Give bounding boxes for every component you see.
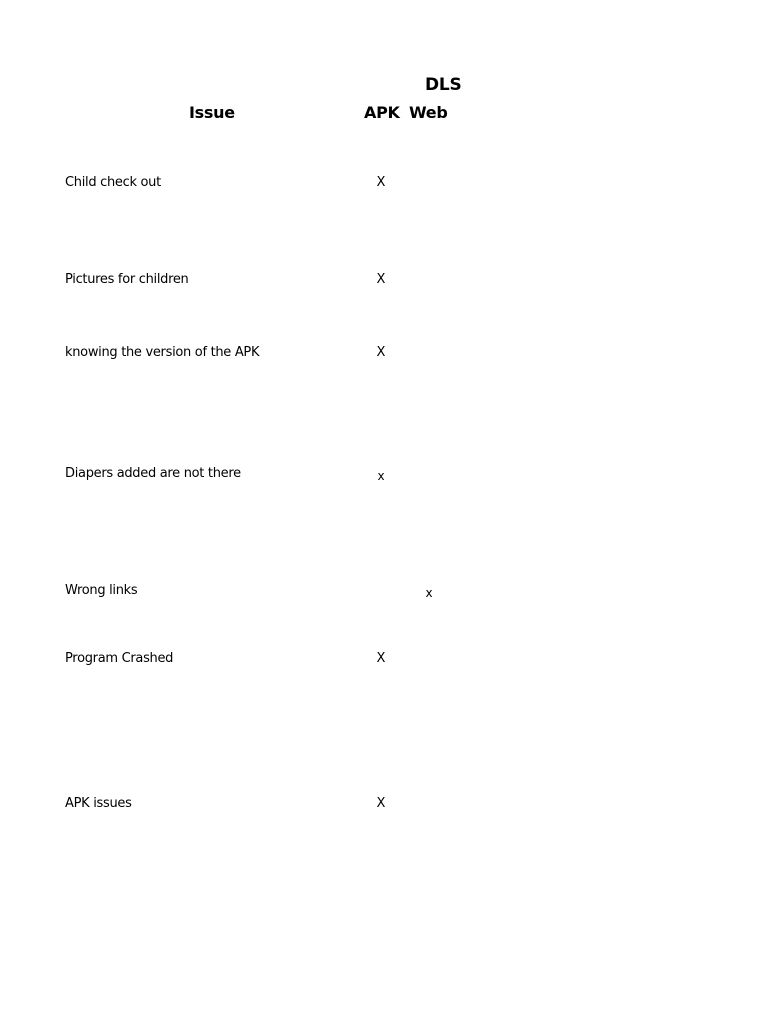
document-title: DLS [425, 75, 462, 95]
issue-cell: Diapers added are not there [65, 466, 241, 481]
web-mark: x [425, 586, 433, 600]
table-row [0, 793, 768, 815]
apk-mark: x [377, 469, 385, 483]
column-header-apk: APK [364, 103, 400, 122]
apk-mark: X [376, 175, 386, 190]
apk-mark: X [376, 651, 386, 666]
column-header-web: Web [409, 103, 448, 122]
issue-cell: Child check out [65, 175, 161, 190]
table-row [0, 463, 768, 485]
issue-cell: Program Crashed [65, 651, 174, 666]
issue-cell: Pictures for children [65, 272, 189, 287]
issue-cell: knowing the version of the APK [65, 345, 260, 360]
apk-mark: X [376, 796, 386, 811]
column-header-issue: Issue [189, 103, 235, 122]
table-row [0, 580, 768, 602]
table-row [0, 342, 768, 364]
table-row [0, 269, 768, 291]
table-row [0, 648, 768, 670]
issue-cell: Wrong links [65, 583, 138, 598]
title-cell [425, 72, 462, 98]
table-row [0, 172, 768, 194]
issue-cell: APK issues [65, 796, 132, 811]
apk-mark: X [376, 272, 386, 287]
apk-mark: X [376, 345, 386, 360]
